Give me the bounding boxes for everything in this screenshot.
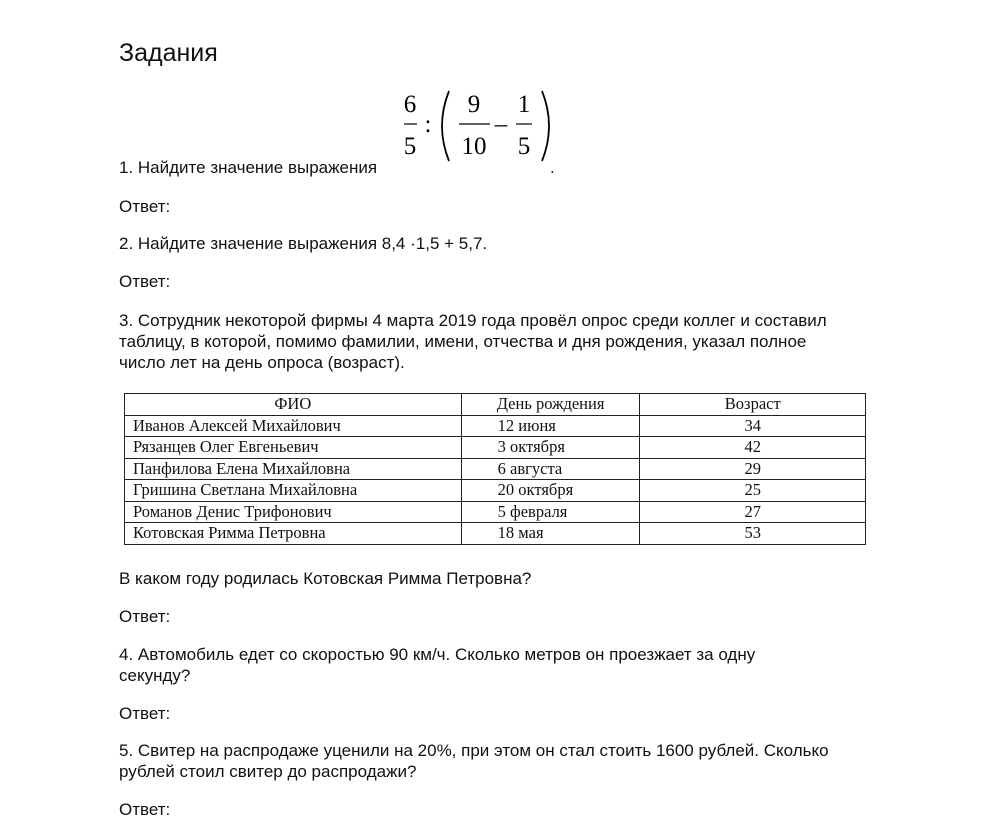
table-row: [125, 458, 866, 480]
fraction-c-denominator: 5: [517, 133, 531, 160]
table-cell-age: 25: [640, 480, 866, 502]
table-cell-birthday: 6 августа: [461, 458, 640, 480]
task-1-suffix: .: [550, 158, 555, 177]
table-cell-age: 27: [640, 501, 866, 523]
survey-table: [124, 393, 866, 545]
table-cell-name: Панфилова Елена Михайловна: [125, 458, 462, 480]
division-operator: :: [424, 111, 432, 138]
table-header-name: ФИО: [125, 394, 462, 416]
table-cell-name: Романов Денис Трифонович: [125, 501, 462, 523]
table-cell-birthday: 18 мая: [461, 523, 640, 545]
table-row: [125, 501, 866, 523]
table-cell-age: 42: [640, 437, 866, 459]
table-cell-age: 53: [640, 523, 866, 545]
table-cell-birthday: 20 октября: [461, 480, 640, 502]
table-cell-age: 29: [640, 458, 866, 480]
table-cell-name: Иванов Алексей Михайлович: [125, 415, 462, 437]
left-parenthesis: [442, 91, 449, 161]
page-title: Задания: [119, 39, 218, 67]
table-row: [125, 523, 866, 545]
task-3-question: В каком году родилась Котовская Римма Петровна?: [119, 569, 532, 588]
task-5-text: 5. Свитер на распродаже уценили на 20%, при этом он стал стоить 1600 рублей. Сколько рублей стоил свитер до распродажи?: [119, 741, 829, 781]
table-cell-age: 34: [640, 415, 866, 437]
fraction-b-denominator: 10: [461, 133, 487, 160]
table-cell-birthday: 3 октября: [461, 437, 640, 459]
table-cell-birthday: 12 июня: [461, 415, 640, 437]
task-3-text: 3. Сотрудник некоторой фирмы 4 марта 2019 года провёл опрос среди коллег и составил таблицу, в которой, помимо фамилии, имени, отчества и дня рождения, указал полное число лет на день опроса (возраст).: [119, 311, 827, 372]
table-row: [125, 437, 866, 459]
task-2-answer: Ответ:: [119, 272, 171, 291]
task-3-answer: Ответ:: [119, 607, 171, 626]
task-4-answer: Ответ:: [119, 704, 171, 723]
table-cell-name: Рязанцев Олег Евгеньевич: [125, 437, 462, 459]
table-cell-birthday: 5 февраля: [461, 501, 640, 523]
fraction-a-numerator: 6: [403, 91, 417, 118]
fraction-c-numerator: 1: [517, 91, 531, 118]
table-header-age: Возраст: [640, 394, 866, 416]
task-1-text: 1. Найдите значение выражения: [119, 158, 378, 177]
expression-formula: [403, 88, 563, 166]
task-1-answer: Ответ:: [119, 197, 171, 216]
table-header-birthday: День рождения: [461, 394, 640, 416]
task-5-answer: Ответ:: [119, 800, 171, 819]
minus-operator: –: [494, 111, 508, 138]
task-2-text: 2. Найдите значение выражения 8,4 ·1,5 + 5,7.: [119, 234, 488, 253]
table-cell-name: Котовская Римма Петровна: [125, 523, 462, 545]
table-row: [125, 415, 866, 437]
fraction-b-numerator: 9: [467, 91, 481, 118]
table-row: [125, 480, 866, 502]
task-4-text: 4. Автомобиль едет со скоростью 90 км/ч. Сколько метров он проезжает за одну секунду?: [119, 645, 756, 685]
right-parenthesis: [542, 91, 549, 161]
table-cell-name: Гришина Светлана Михайловна: [125, 480, 462, 502]
fraction-a-denominator: 5: [403, 133, 417, 160]
table-header-row: [125, 394, 866, 416]
